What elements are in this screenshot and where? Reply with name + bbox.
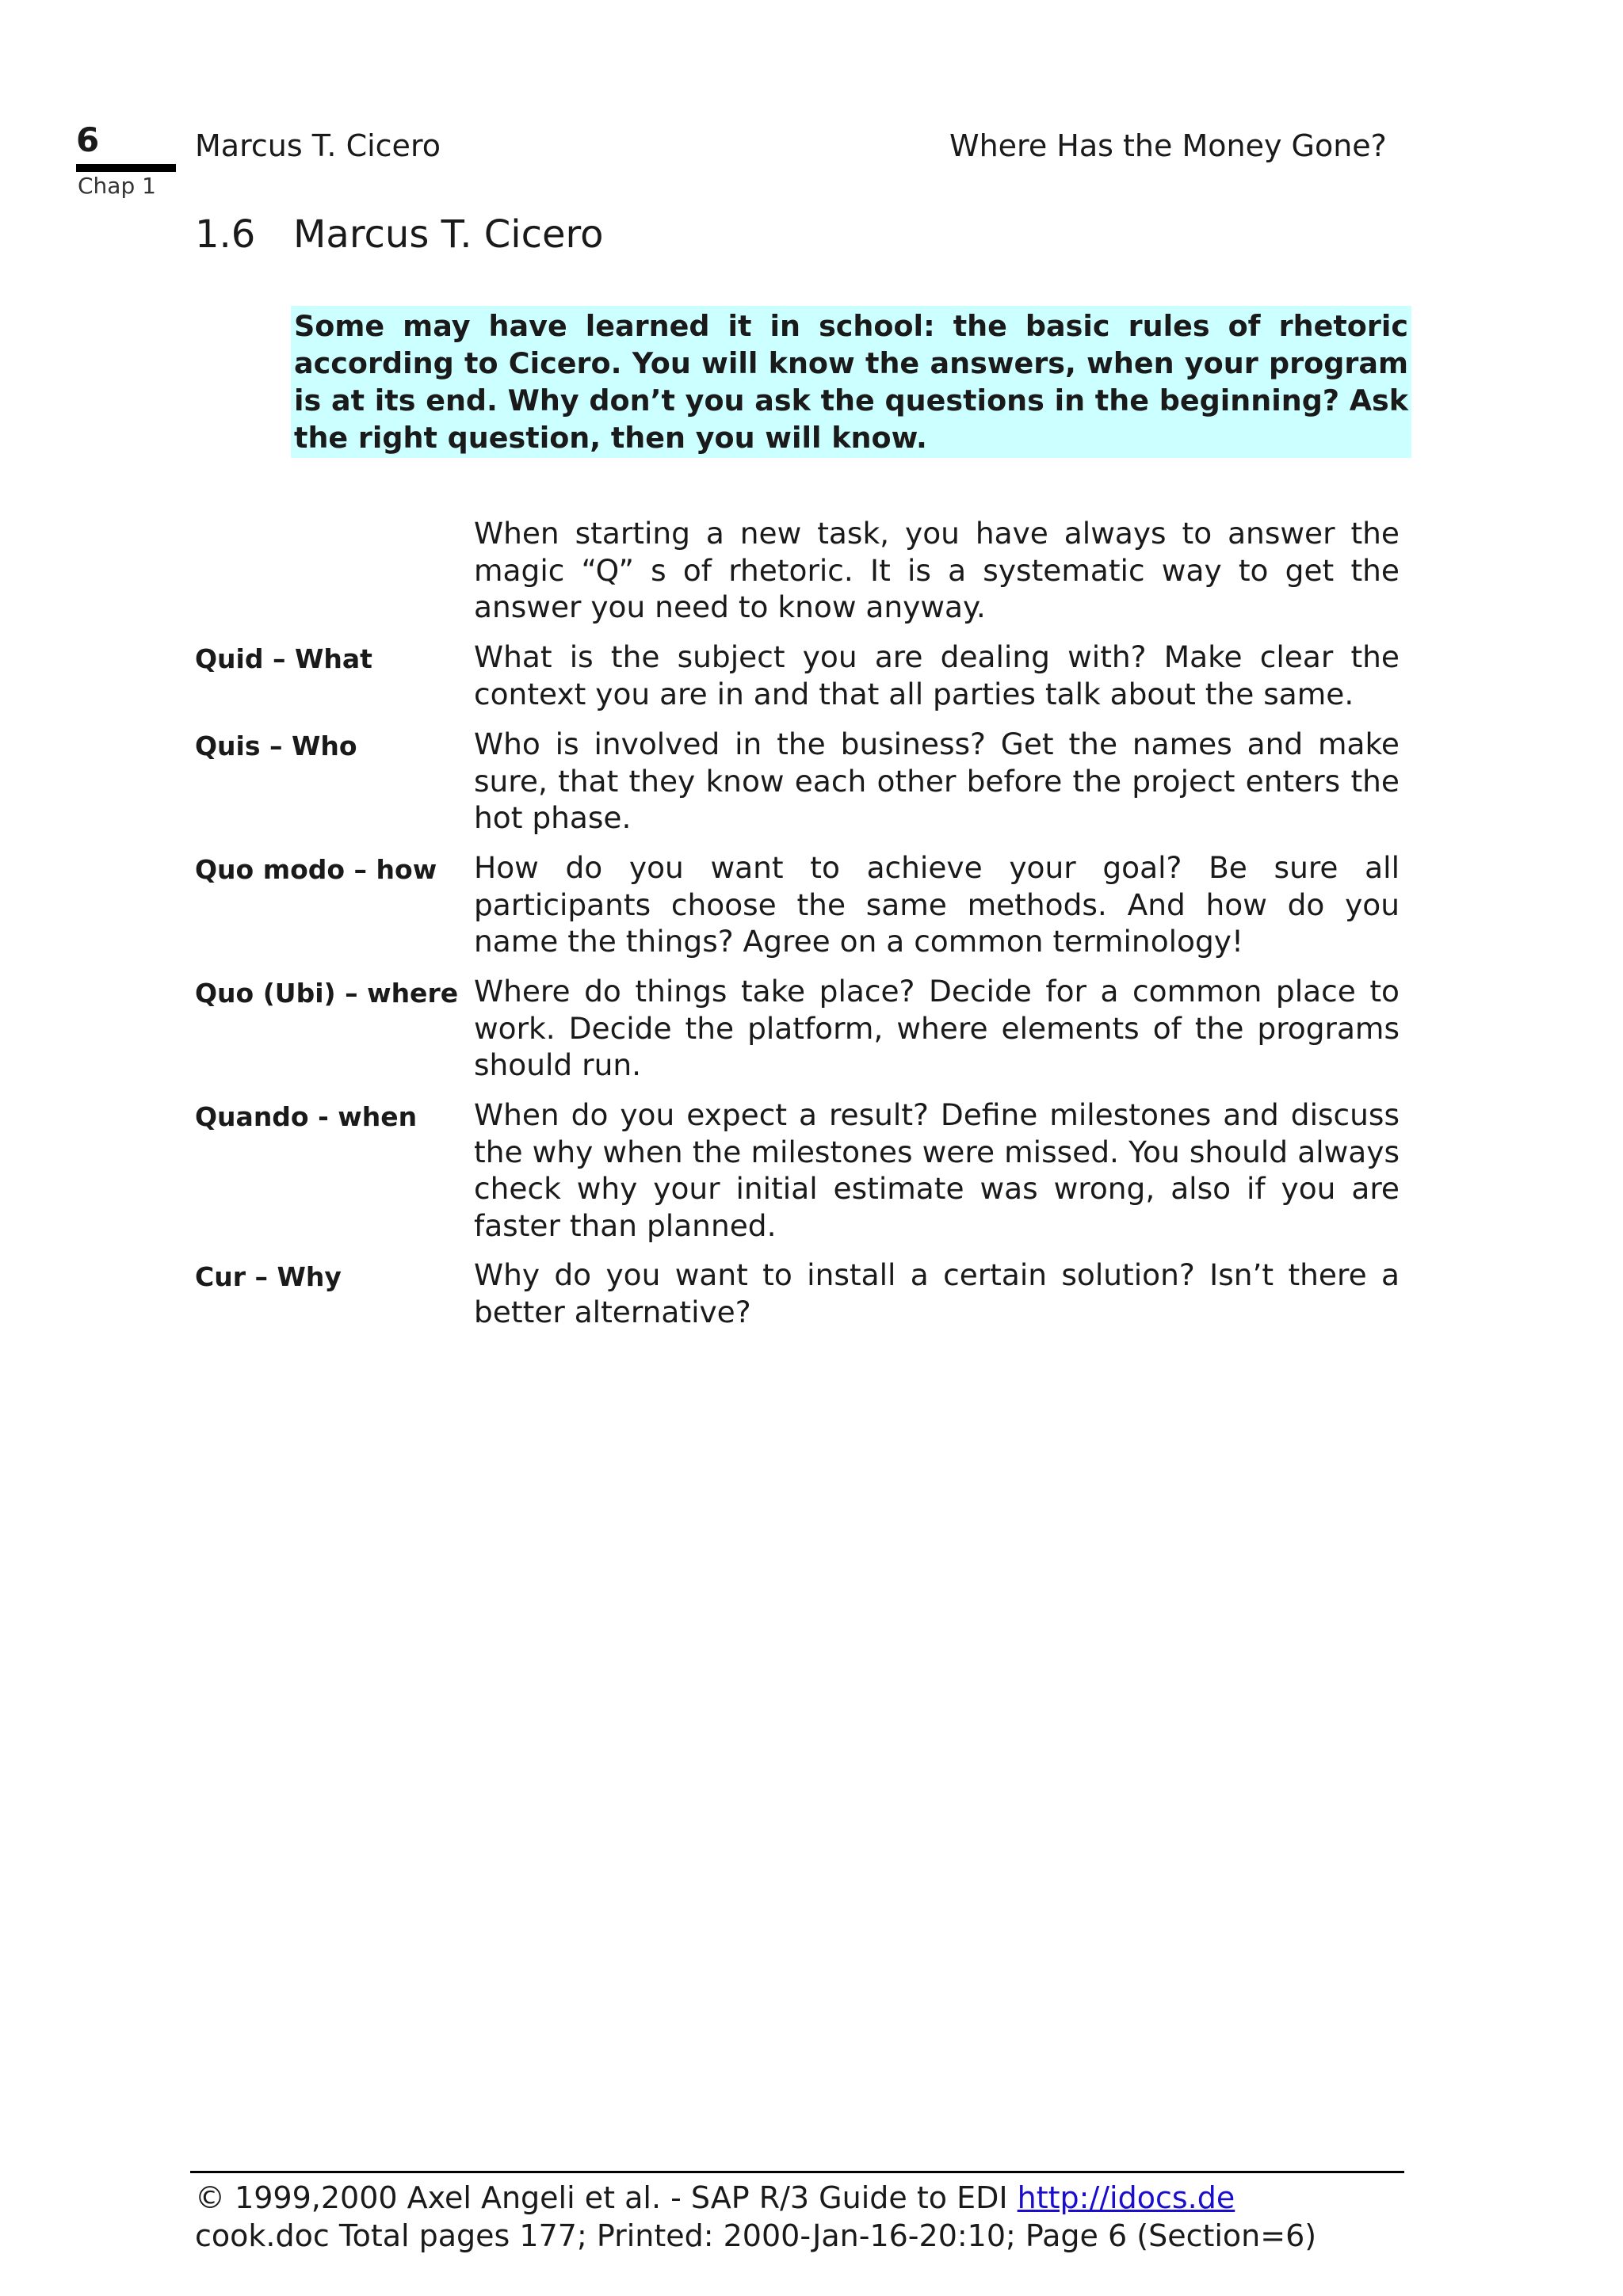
section-heading	[195, 212, 604, 258]
footer-print-info: cook.doc Total pages 177; Printed: 2000-Jan-16-20:10; Page 6 (Section=6)	[195, 2218, 1317, 2253]
paragraph-quis: Who is involved in the business? Get the names and make sure, that they know each other before the project enters the hot phase.	[474, 727, 1400, 835]
margin-label-quo-modo: Quo modo – how	[195, 854, 437, 885]
paragraph-cur: Why do you want to install a certain solution? Isn’t there a better alternative?	[474, 1257, 1400, 1329]
footer-copyright: © 1999,2000 Axel Angeli et al. - SAP R/3 Guide to EDI	[195, 2180, 1018, 2215]
paragraph-quo-ubi: Where do things take place? Decide for a common place to work. Decide the platform, where elements of the programs should run.	[474, 974, 1400, 1082]
footer-rule	[190, 2171, 1404, 2173]
margin-label-cur: Cur – Why	[195, 1261, 342, 1292]
page-number: 6	[76, 120, 100, 159]
footer-copyright-line	[195, 2180, 1235, 2217]
margin-label-quo-ubi: Quo (Ubi) – where	[195, 978, 459, 1009]
paragraph-quo-modo: How do you want to achieve your goal? Be sure all participants choose the same methods. And how do you name the things? Agree on a common terminology!	[474, 850, 1400, 959]
paragraph-quando: When do you expect a result? Define milestones and discuss the why when the milestones were missed. You should always check why your initial estimate was wrong, also if you are faster than planned.	[474, 1097, 1400, 1243]
running-header-right: Where Has the Money Gone?	[949, 128, 1387, 163]
margin-label-quando: Quando - when	[195, 1101, 418, 1132]
page-number-rule	[76, 164, 176, 172]
paragraph-quid: What is the subject you are dealing with? Make clear the context you are in and that all parties talk about the same.	[474, 639, 1400, 711]
margin-label-quid: Quid – What	[195, 643, 372, 674]
abstract-box: Some may have learned it in school: the basic rules of rhetoric according to Cicero. You will know the answers, when your program is at its end. Why don’t you ask the questions in the beginning? Ask the right question, then you will know.	[291, 306, 1411, 458]
chapter-label: Chap 1	[78, 173, 156, 199]
intro-paragraph: When starting a new task, you have always to answer the magic “Q” s of rhetoric. It is a systematic way to get the answer you need to know anyway.	[474, 516, 1400, 624]
section-number: 1.6	[195, 212, 256, 257]
running-header-left: Marcus T. Cicero	[195, 128, 441, 163]
section-title: Marcus T. Cicero	[293, 212, 604, 257]
footer-link[interactable]: http://idocs.de	[1017, 2180, 1235, 2215]
margin-label-quis: Quis – Who	[195, 730, 357, 761]
